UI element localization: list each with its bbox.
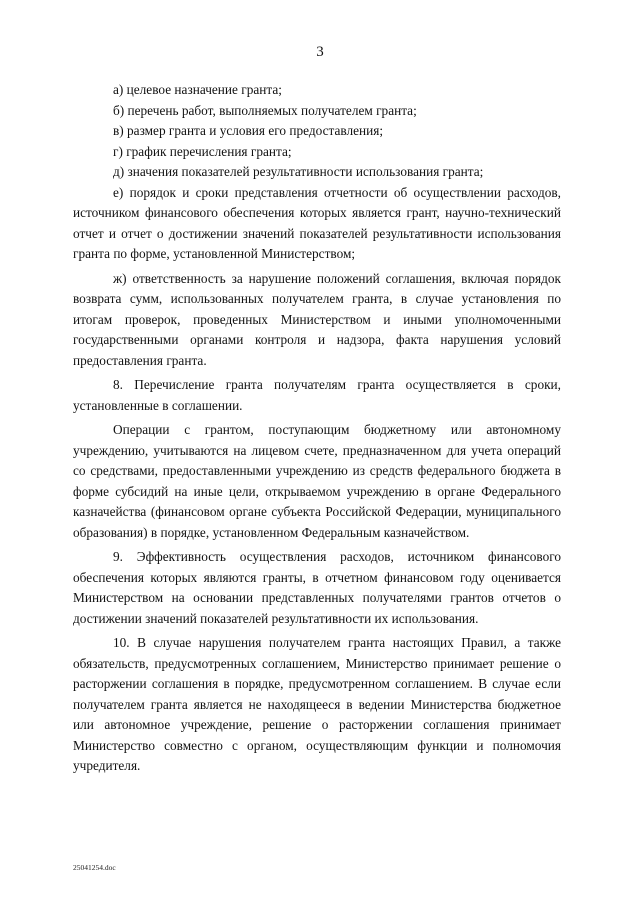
paragraph-item-b: б) перечень работ, выполняемых получателем гранта; [113,102,417,118]
paragraph-item-e: е) порядок и сроки представления отчетности об осуществлении расходов, источником финансового обеспечения которых является грант, научно-технический отчет и отчет о достижении значений показателей результативности использования гранта по форме, установленной Министерством; [73,184,561,261]
paragraph-section-8: 8. Перечисление гранта получателям гранта осуществляется в сроки, установленные в соглашении. [73,377,561,413]
paragraph-section-9: 9. Эффективность осуществления расходов, источником финансового обеспечения которых являются гранты, в отчетном финансовом году оценивается Министерством на основании представленных получателями грантов отчетов о достижении значений показателей результативности их использования. [73,549,561,626]
paragraph-item-a: а) целевое назначение гранта; [113,82,282,97]
paragraph-section-10: 10. В случае нарушения получателем гранта настоящих Правил, а также обязательств, предусмотренных соглашением, Министерство принимает решение о расторжении соглашения в порядке, предусмотренном соглашением. В случае если получателем гранта является не находящееся в ведении Министерства бюджетное или автономное учреждение, решение о расторжении соглашения принимает Министерство совместно с органом, осуществляющим функции и полномочия учредителя. [73,635,561,773]
page-number: 3 [316,44,324,60]
paragraph-item-g: г) график перечисления гранта; [113,143,292,159]
paragraph-item-v: в) размер гранта и условия его предоставления; [113,123,384,138]
paragraph-item-zh: ж) ответственность за нарушение положений соглашения, включая порядок возврата сумм, использованных получателем гранта, в случае установления по итогам проверок, проведенных Министерством и иными уполномоченными государственными органами контроля и надзора, факта нарушения условий предоставления гранта. [73,270,561,368]
paragraph-operations: Операции с грантом, поступающим бюджетному или автономному учреждению, учитываются на лицевом счете, предназначенном для учета операций со средствами, предоставленными учреждению из средств федерального бюджета в форме субсидий на иные цели, открываемом учреждению в органе Федерального казначейства (финансовом органе субъекта Российской Федерации, муниципального образования) в порядке, установленном Федеральным казначейством. [73,422,561,540]
document-body [73,80,561,777]
paragraph-item-d: д) значения показателей результативности использования гранта; [113,164,484,179]
document-filename: 25041254.doc [73,863,116,872]
